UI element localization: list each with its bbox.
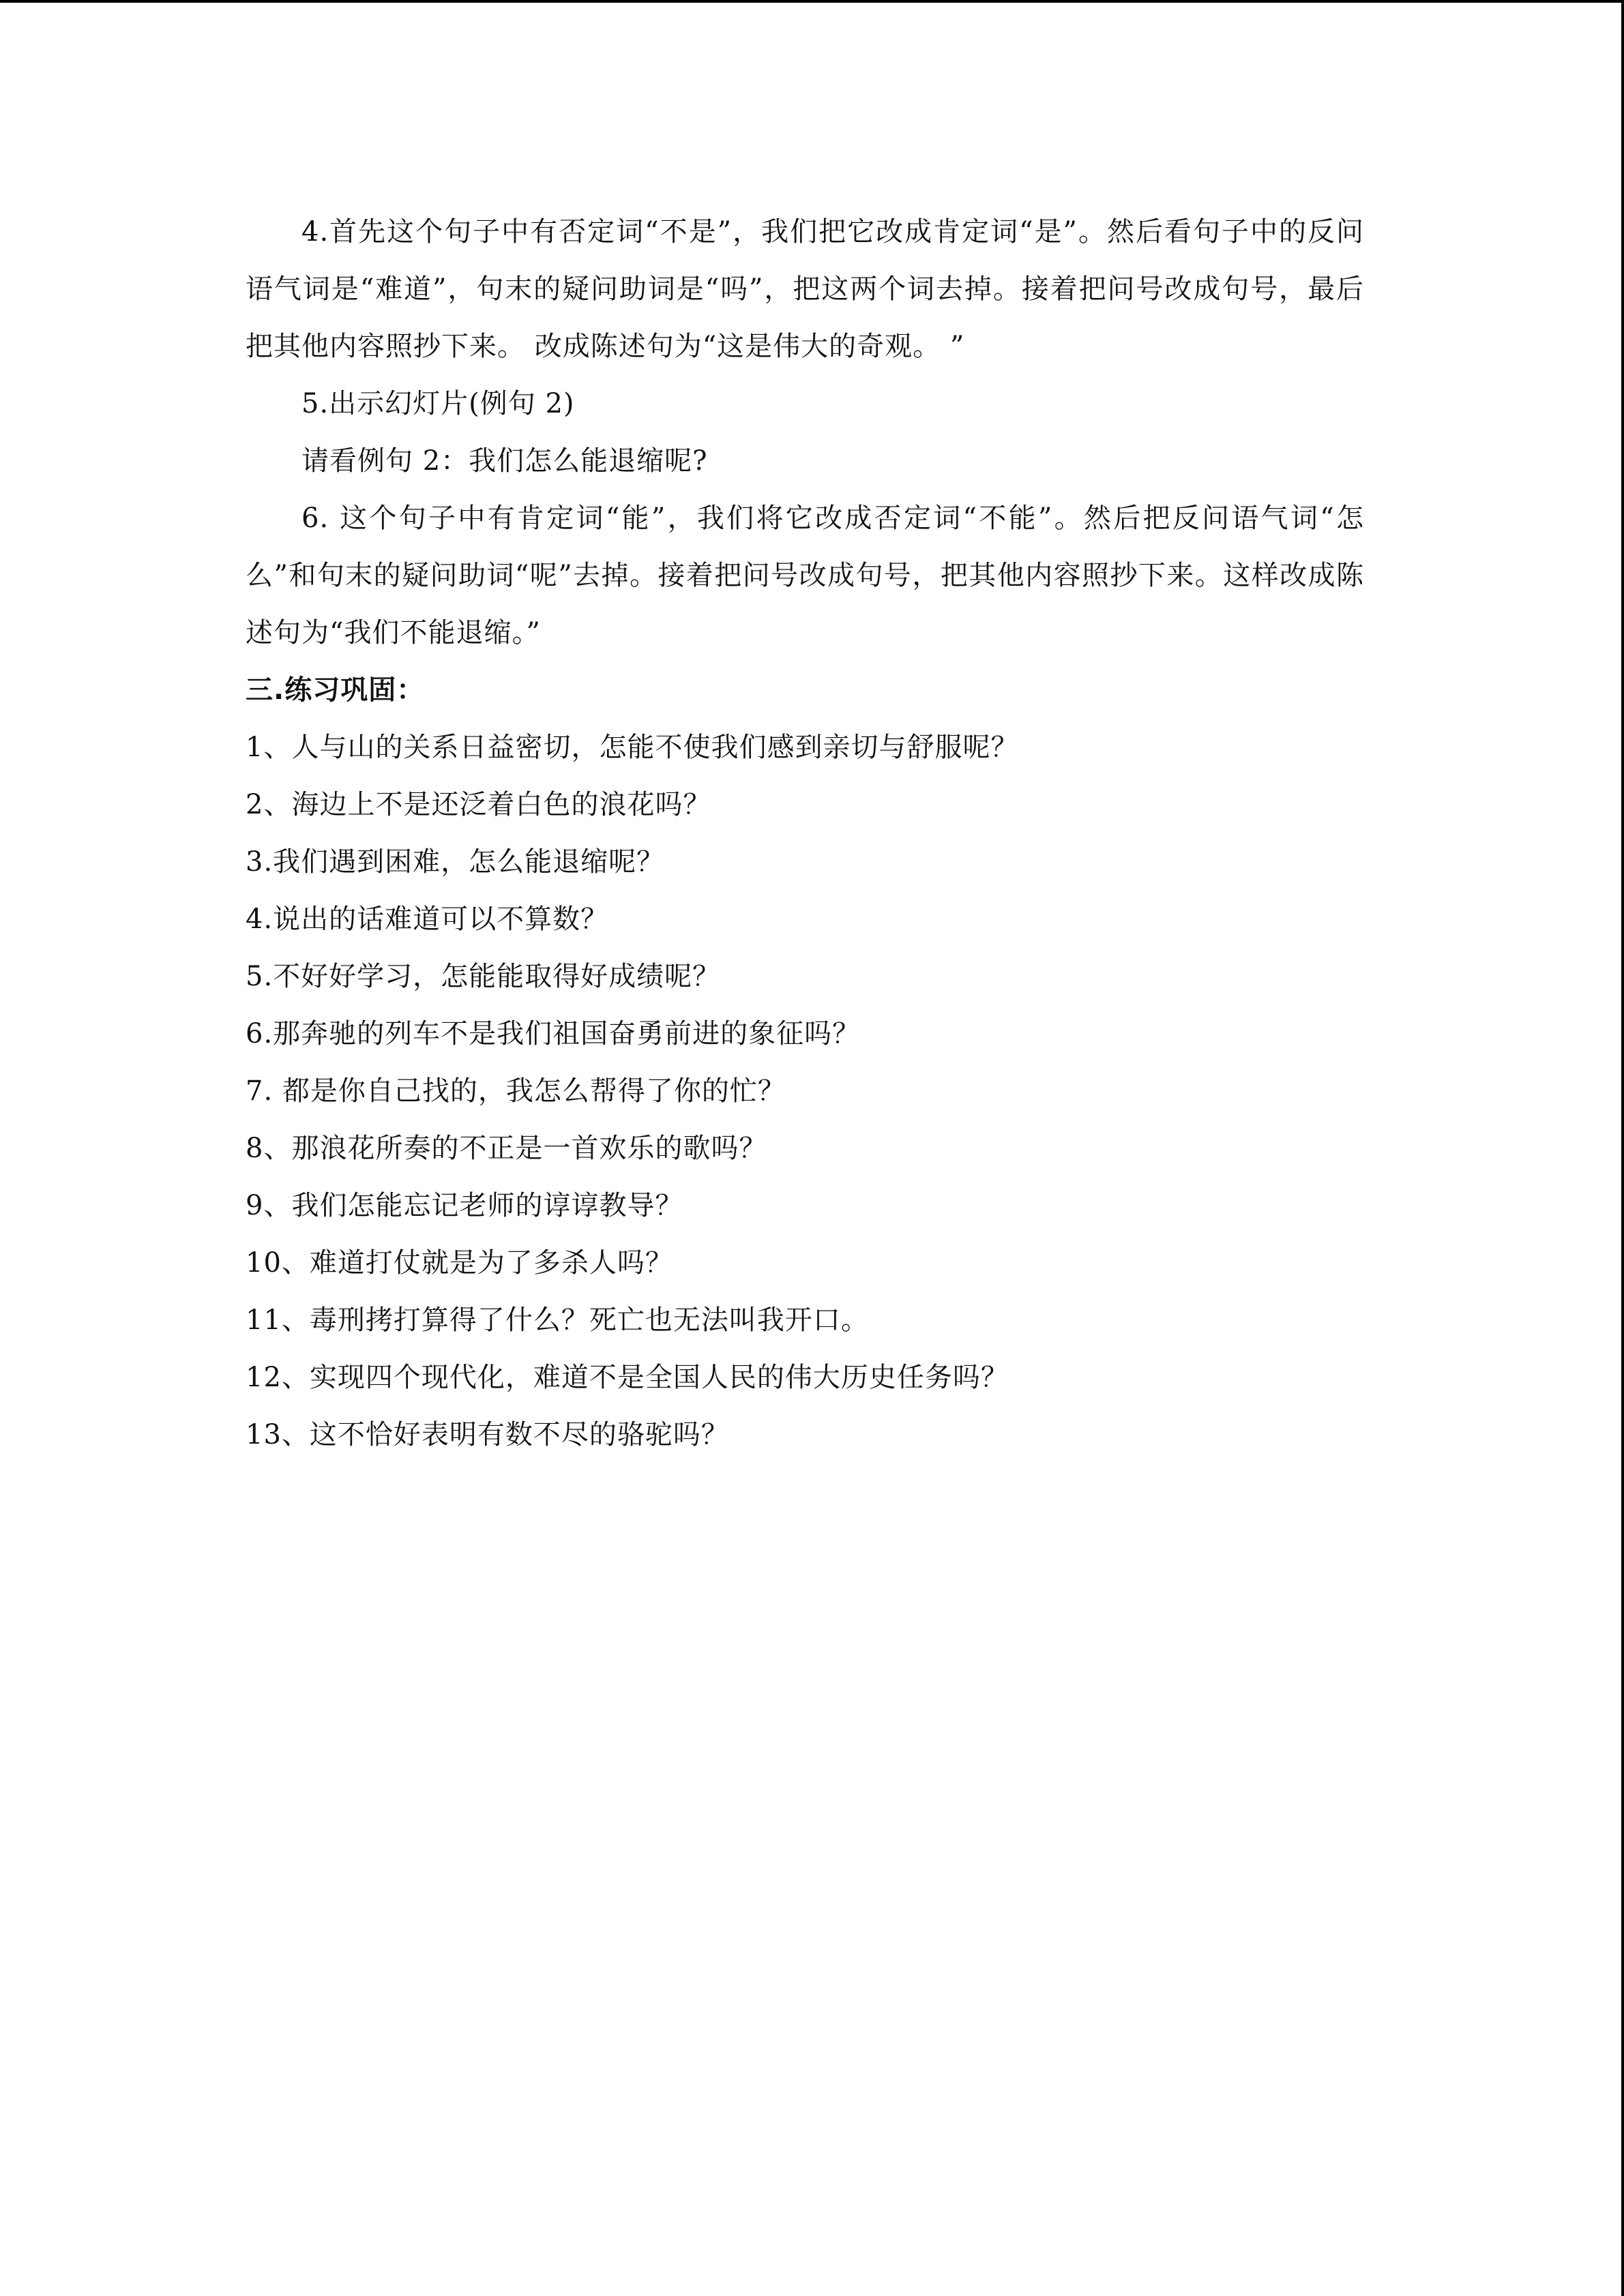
paragraph-step-6: 6. 这个句子中有肯定词“能”，我们将它改成否定词“不能”。然后把反问语气词“怎么”和句末的疑问助词“呢”去掉。接着把问号改成句号，把其他内容照抄下来。这样改成陈述句为“我们不能退缩。” [246,503,1364,648]
exercise-item-12: 12、实现四个现代化，难道不是全国人民的伟大历史任务吗？ [246,1362,1009,1393]
page-right-border [1621,0,1624,2296]
paragraph-step-5: 5.出示幻灯片(例句 2) [301,388,575,419]
exercise-item-2: 2、海边上不是还泛着白色的浪花吗？ [246,789,711,820]
exercise-item-6: 6.那奔驰的列车不是我们祖国奋勇前进的象征吗？ [246,1018,861,1049]
paragraph-example-2: 请看例句 2：我们怎么能退缩呢? [301,445,708,477]
exercise-item-1: 1、人与山的关系日益密切，怎能不使我们感到亲切与舒服呢？ [246,732,1019,763]
exercise-item-3: 3.我们遇到困难，怎么能退缩呢？ [246,846,665,878]
page-top-border [0,0,1624,3]
exercise-item-5: 5.不好好学习，怎能能取得好成绩呢？ [246,961,721,992]
document-body [246,203,1364,1463]
exercise-item-7: 7. 都是你自己找的，我怎么帮得了你的忙？ [246,1075,786,1107]
exercise-item-10: 10、难道打仗就是为了多杀人吗？ [246,1247,673,1279]
exercise-item-11: 11、毒刑拷打算得了什么？死亡也无法叫我开口。 [246,1304,869,1336]
exercise-item-4: 4.说出的话难道可以不算数？ [246,904,609,935]
section-heading-practice: 三.练习巩固： [246,674,425,706]
exercise-item-8: 8、那浪花所奏的不正是一首欢乐的歌吗？ [246,1133,767,1164]
exercise-item-13: 13、这不恰好表明有数不尽的骆驼吗？ [246,1419,729,1450]
exercise-list [246,719,1364,1463]
exercise-item-9: 9、我们怎能忘记老师的谆谆教导？ [246,1190,683,1221]
paragraph-step-4: 4.首先这个句子中有否定词“不是”，我们把它改成肯定词“是”。然后看句子中的反问语气词是“难道”，句末的疑问助词是“吗”，把这两个词去掉。接着把问号改成句号，最后把其他内容照抄下来。 改成陈述句为“这是伟大的奇观。 ” [246,216,1364,362]
